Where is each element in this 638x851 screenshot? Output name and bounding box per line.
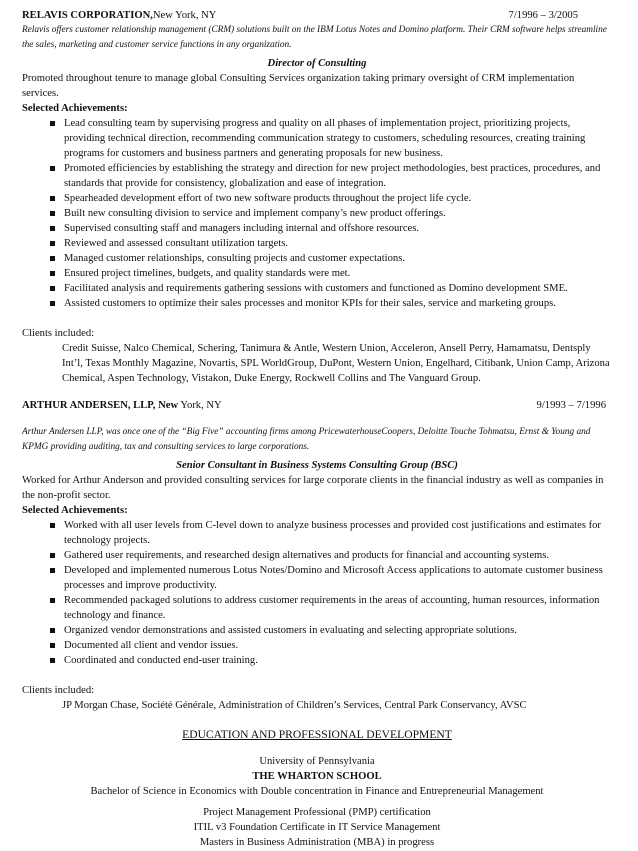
job1-achievements-list [22, 116, 612, 311]
achievement-item: Spearheaded development effort of two new software products throughout the project life cycle. [50, 191, 612, 206]
bullet-icon [50, 643, 55, 648]
bullet-icon [50, 196, 55, 201]
achievement-item: Supervised consulting staff and managers including internal and offshore resources. [50, 221, 612, 236]
achievement-item: Promoted efficiencies by establishing the strategy and direction for new project methodologies, best practices, procedures, and standards that provide for consistency, globalization and ease of integration. [50, 161, 612, 191]
achievement-item: Reviewed and assessed consultant utilization targets. [50, 236, 612, 251]
bullet-icon [50, 568, 55, 573]
bullet-icon [50, 241, 55, 246]
bullet-icon [50, 121, 55, 126]
achievement-item: Facilitated analysis and requirements gathering sessions with customers and functioned as Domino development SME. [50, 281, 612, 296]
job2-achievements-list [22, 518, 612, 668]
bullet-icon [50, 271, 55, 276]
job1-title: Director of Consulting [267, 58, 367, 69]
education-university: University of Pennsylvania [259, 756, 375, 767]
job1-clients-label: Clients included: [22, 328, 95, 339]
achievement-item: Managed customer relationships, consulting projects and customer expectations. [50, 251, 612, 266]
achievement-item: Coordinated and conducted end-user training. [50, 653, 612, 668]
achievement-item: Recommended packaged solutions to address customer requirements in the areas of accounting, human resources, information technology and finance. [50, 593, 612, 623]
achievement-item: Assisted customers to optimize their sales processes and monitor KPIs for their sales, service and marketing groups. [50, 296, 612, 311]
job2-clients: JP Morgan Chase, Société Générale, Administration of Children’s Services, Central Park Conservancy, AVSC [62, 700, 527, 711]
certification-item: Masters in Business Administration (MBA) in progress [199, 837, 435, 848]
job2-summary: Worked for Arthur Anderson and provided consulting services for large corporate clients in the financial industry as well as companies in the non-profit sector. [22, 475, 604, 501]
achievement-item: Ensured project timelines, budgets, and quality standards were met. [50, 266, 612, 281]
bullet-icon [50, 226, 55, 231]
bullet-icon [50, 628, 55, 633]
job2-header [22, 398, 612, 413]
achievement-item: Documented all client and vendor issues. [50, 638, 612, 653]
job1-clients: Credit Suisse, Nalco Chemical, Schering, Tanimura & Antle, Western Union, Acceleron, Ansell Perry, Hamamatsu, Dentsply Int’l, Texas Monthly Magazine, Novartis, SPL WorldGroup, DuPont, Western Union, Engelhard, Citibank, Union Camp, Arizona Chemical, Aspen Technology, Vistakon, Duke Energy, Rockwell Collins and The Vanguard Group. [62, 343, 610, 384]
education-school: THE WHARTON SCHOOL [252, 771, 382, 782]
bullet-icon [50, 286, 55, 291]
job1-company: RELAVIS CORPORATION, [22, 10, 153, 21]
job2-company-description: Arthur Andersen LLP, was once one of the “Big Five” accounting firms among PricewaterhouseCoopers, Deloitte Touche Tohmatsu, Ernst & Young and KPMG providing auditing, tax and consulting services to large corporations. [22, 427, 591, 452]
education-heading: EDUCATION AND PROFESSIONAL DEVELOPMENT [182, 728, 452, 741]
job1-achievements-label: Selected Achievements: [22, 103, 128, 114]
job1-location: New York, NY [152, 10, 217, 21]
certification-item: ITIL v3 Foundation Certificate in IT Service Management [193, 822, 441, 833]
bullet-icon [50, 301, 55, 306]
certification-item: Project Management Professional (PMP) certification [203, 807, 431, 818]
job2-achievements-label: Selected Achievements: [22, 505, 128, 516]
achievement-item: Gathered user requirements, and researched design alternatives and products for financial and accounting systems. [50, 548, 612, 563]
bullet-icon [50, 211, 55, 216]
achievement-item: Organized vendor demonstrations and assisted customers in evaluating and selecting appropriate solutions. [50, 623, 612, 638]
job1-company-description: Relavis offers customer relationship management (CRM) solutions built on the IBM Lotus Notes and Domino platform. Their CRM software helps streamline the sales, marketing and customer service functions in any organization. [22, 25, 607, 50]
job1-summary: Promoted throughout tenure to manage global Consulting Services organization taking primary oversight of CRM implementation services. [22, 73, 575, 99]
education-degree: Bachelor of Science in Economics with Double concentration in Finance and Entrepreneurial Management [90, 786, 544, 797]
achievement-item: Worked with all user levels from C-level down to analyze business processes and provided cost justifications and estimates for technology projects. [50, 518, 612, 548]
job1-header [22, 8, 612, 23]
achievement-item: Built new consulting division to service and implement company’s new product offerings. [50, 206, 612, 221]
bullet-icon [50, 598, 55, 603]
bullet-icon [50, 658, 55, 663]
job2-title: Senior Consultant in Business Systems Consulting Group (BSC) [176, 460, 458, 471]
achievement-item: Developed and implemented numerous Lotus Notes/Domino and Microsoft Access applications to automate customer business processes and improve productivity. [50, 563, 612, 593]
bullet-icon [50, 166, 55, 171]
bullet-icon [50, 553, 55, 558]
job2-dates: 9/1993 – 7/1996 [536, 400, 606, 411]
job2-location: York, NY [178, 400, 222, 411]
bullet-icon [50, 523, 55, 528]
bullet-icon [50, 256, 55, 261]
achievement-item: Lead consulting team by supervising progress and quality on all phases of implementation project, prioritizing projects, providing technical direction, recommending communication strategy to customers, scheduling resources, creating training programs for customers and business partners and generating proposals for new business. [50, 116, 612, 161]
job2-clients-label: Clients included: [22, 685, 95, 696]
job1-dates: 7/1996 – 3/2005 [508, 10, 578, 21]
job2-company: ARTHUR ANDERSEN, LLP, New [22, 400, 179, 411]
